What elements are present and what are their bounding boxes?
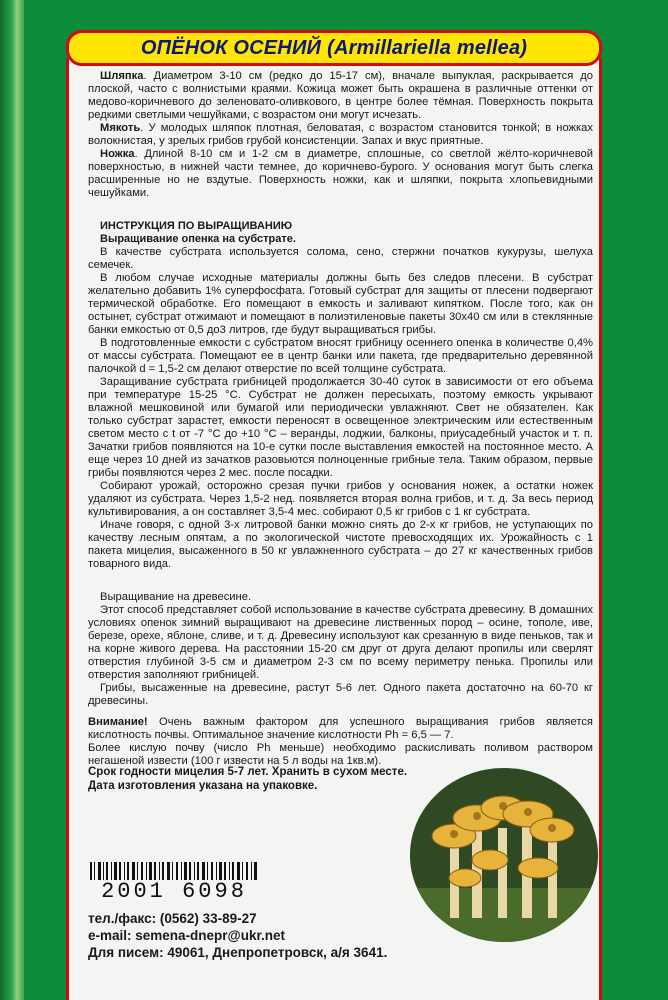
- flesh-description: [88, 122, 593, 148]
- paragraph-3: В подготовленные емкости с субстратом вносят грибницу осеннего опенка в количестве 0,4% от массы субстрата. Помещают ее в центр банки или пакета, где предварительно деревянной палочкой d = 1,5-2 см делают отверстие по всей толщине субстрата.: [88, 337, 593, 375]
- email-label: e-mail:: [88, 928, 132, 943]
- attention-paragraph: [88, 716, 593, 742]
- instruction-heading: ИНСТРУКЦИЯ ПО ВЫРАЩИВАНИЮ: [100, 220, 293, 232]
- post-label: Для писем:: [88, 945, 164, 960]
- phone-label: тел./факс:: [88, 911, 157, 926]
- phone-number: (0562) 33-89-27: [159, 911, 257, 926]
- paragraph-5: Собирают урожай, осторожно срезая пучки грибов у основания ножек, а остатки ножек удаляют из субстрата. Через 1,5-2 нед. появляется вторая волна грибов, и т. д. За весь период культивирования, а он составляет 3,5-4 мес. собирают 0,5 кг грибов с 1 кг субстрата.: [88, 480, 593, 518]
- cap-description: [88, 70, 593, 122]
- storage-line-1: Срок годности мицелия 5-7 лет. Хранить в сухом месте.: [88, 766, 408, 778]
- instructions-text: [88, 70, 593, 768]
- post-line: [88, 944, 568, 961]
- paragraph-1: В качестве субстрата используется солома, сено, стержни початков кукурузы, шелуха семечек.: [88, 246, 593, 271]
- email-line: [88, 927, 568, 944]
- paragraph-8: Грибы, высаженные на древесине, растут 5-6 лет. Одного пакета достаточно на 60-70 кг древесины.: [88, 682, 593, 707]
- post-address: 49061, Днепропетровск, а/я 3641.: [167, 945, 388, 960]
- title-latin: (Armillariella mellea): [327, 36, 528, 59]
- substrate-heading: Выращивание опенка на субстрате.: [100, 233, 296, 245]
- cap-text: . Диаметром 3-10 см (редко до 15-17 см), вначале выпуклая, раскрывается до плоской, часто с волнистыми краями. Кожица может быть окрашена в различные оттенки от медово-коричневого до зеленовато-оливкового, в центре более тёмная. Поверхность покрыта редкими светлыми чешуйками, с возрастом они могут исчезать.: [88, 70, 593, 121]
- storage-info: [88, 765, 418, 793]
- phone-line: [88, 910, 568, 927]
- paragraph-4: Заращивание субстрата грибницей продолжается 30-40 суток в зависимости от его объема при температуре 15-25 °С. Субстрат не должен пересыхать, поэтому емкость укрывают влажной мешковиной или бумагой или периодически увлажняют. Свет не обязателен. Как только субстрат зарастет, емкости переносят в освещенное электрическим или естественным светом место с t от -7 °С до +10 °С – веранды, лоджии, балконы, приусадебный участок и т. п. Зачатки грибов появляются на 10-е сутки после выставления емкостей на постоянное место. А еще через 10 дней из зачатков разовьются полноценные грибные тела. Таким образом, первые грибы появляются через 2 мес. после посадки.: [88, 376, 593, 479]
- paragraph-2: В любом случае исходные материалы должны быть без следов плесени. В субстрат желательно добавить 1% суперфосфата. Готовый субстрат для защиты от плесени подвергают термической обработке. Его помещают в емкость и заливают кипятком. После того, как он остынет, субстрат отжимают и помещают в полиэтиленовые пакеты 30х40 см или в стеклянные банки емкостью от 0,5 до3 литров, где будут выращиваться грибы.: [88, 272, 593, 336]
- flesh-label: Мякоть: [100, 122, 141, 134]
- barcode-digits: 2001 6098: [86, 880, 262, 904]
- storage-line-2: Дата изготовления указана на упаковке.: [88, 780, 318, 792]
- contact-info: [88, 910, 568, 961]
- stem-text: . Длиной 8-10 см и 1-2 см в диаметре, сплошные, со светлой жёлто-коричневой поверхностью, в нижней части темнее, до коричнево-бурого. У основания могут быть слегка расширенные но не вздутые. Поверхность ножки, как и шляпки, покрыта хлопьевидными чешуйками.: [88, 148, 593, 199]
- paragraph-6: Иначе говоря, с одной 3-х литровой банки можно снять до 2-х кг грибов, не уступающих по качеству лесным опятам, а по экологической чистоте превосходящих их. Урожайность с 1 пакета мицелия, высаженного в 50 кг увлажненного субстрата – до 27 кг качественных грибов товарного вида.: [88, 519, 593, 570]
- page-title: [66, 30, 602, 66]
- paragraph-9: Более кислую почву (число Ph меньше) необходимо раскисливать поливом раствором негашеной извести (100 г извести на 5 л воды на 1кв.м).: [88, 742, 593, 767]
- paragraph-7: Этот способ представляет собой использование в качестве субстрата древесину. В домашних условиях опенок зимний выращивают на древесине лиственных пород – осине, тополе, иве, березе, орехе, яблоне, сливе, и т. д. Древесину используют как срезанную в виде пеньков, так и на корне живого дерева. На расстоянии 15-20 см друг от друга делают пропилы или сверлят отверстия глубиной 3-5 см и диаметром 2-3 см по всему периметру пенька. Пропилы или отверстия заполняют грибницей.: [88, 604, 593, 681]
- attention-label: Внимание!: [88, 716, 148, 728]
- flesh-text: . У молодых шляпок плотная, беловатая, с возрастом становится тонкой; в ножках волокнистая, у зрелых грибов грубой консистенции. Запах и вкус приятные.: [88, 122, 593, 147]
- stem-description: [88, 148, 593, 200]
- attention-text: Очень важным фактором для успешного выращивания грибов является кислотность почвы. Оптимальное значение кислотности Ph = 6,5 — 7.: [88, 716, 593, 741]
- stem-label: Ножка: [100, 148, 135, 160]
- cap-label: Шляпка: [100, 70, 144, 82]
- wood-heading: Выращивание на древесине.: [100, 591, 252, 603]
- email-address: semena-dnepr@ukr.net: [135, 928, 285, 943]
- title-name: ОПЁНОК ОСЕНИЙ: [140, 36, 322, 59]
